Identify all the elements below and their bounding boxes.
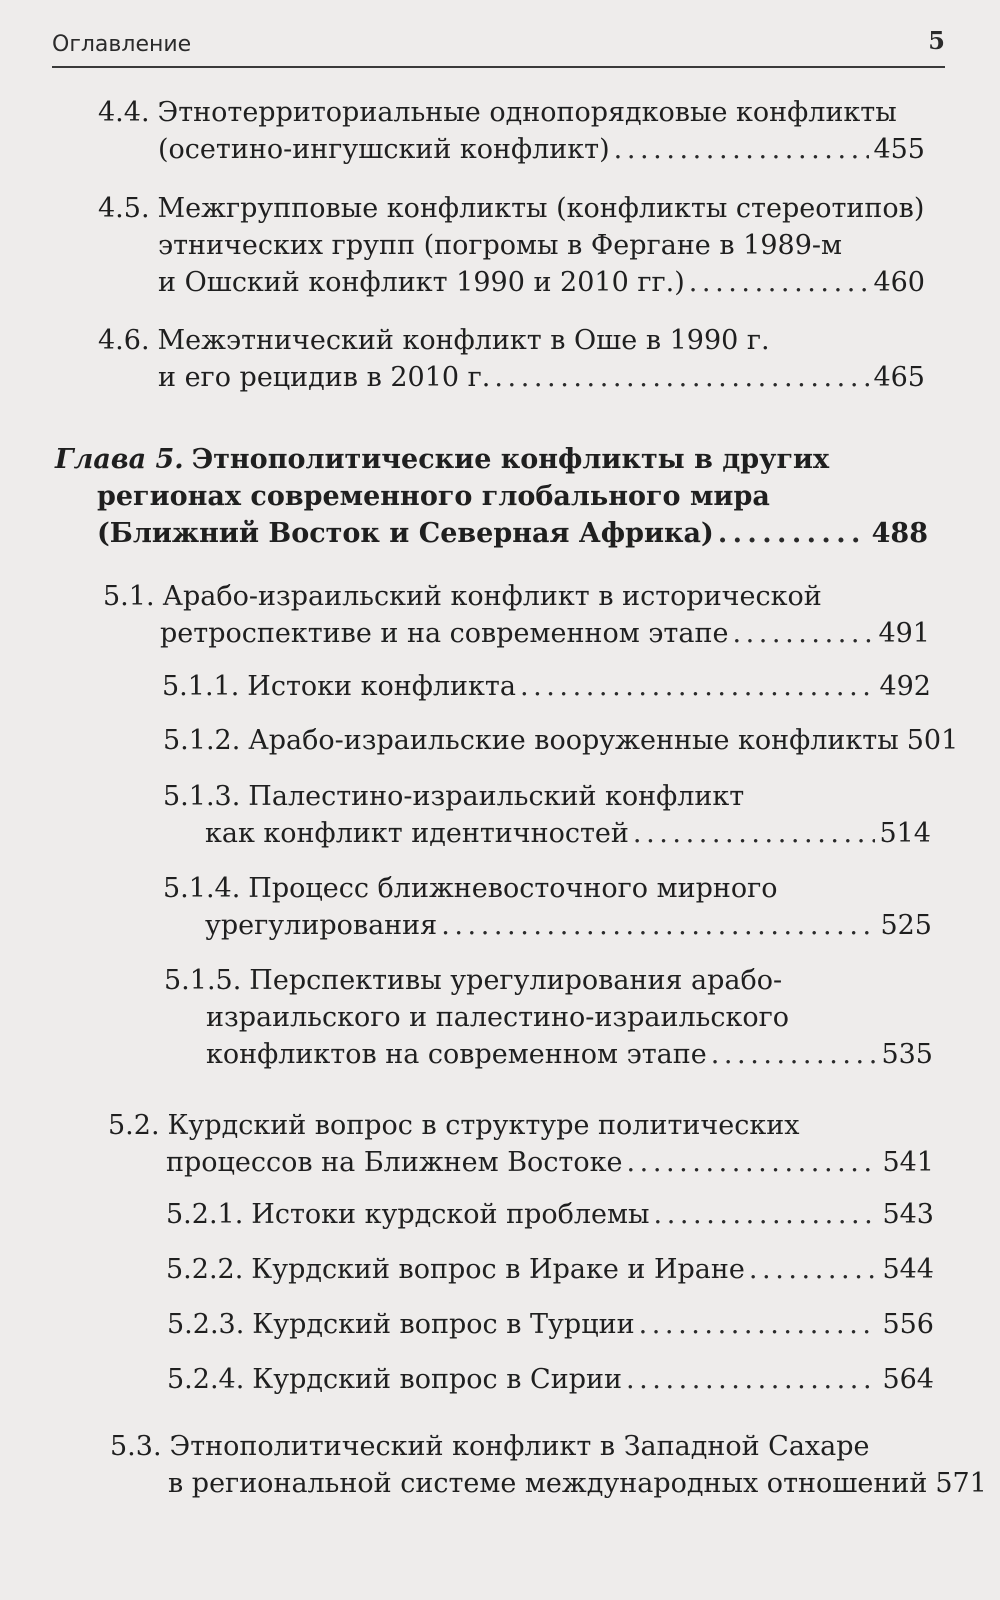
toc-entry-title-line: Палестино-израильский конфликт: [248, 781, 745, 812]
toc-entry: [98, 190, 925, 301]
toc-entry-page: 543: [882, 1199, 934, 1230]
running-header-title: Оглавление: [52, 32, 192, 57]
toc-entry-title-line: Курдский вопрос в структуре политических: [167, 1110, 800, 1141]
toc-entry-page: 525: [880, 910, 932, 941]
toc-entry-page: 541: [882, 1147, 934, 1178]
toc-entry-title-line: Процесс ближневосточного мирного: [248, 873, 778, 904]
toc-entry-number: 5.1.: [103, 581, 155, 612]
dot-leader: [711, 1036, 878, 1073]
dot-leader: [732, 615, 874, 652]
toc-entry: [98, 322, 925, 396]
toc-entry-page: 514: [879, 818, 931, 849]
dot-leader: [639, 1306, 879, 1343]
toc-entry-number: 5.2.2.: [166, 1254, 244, 1285]
toc-entry-page: 571: [935, 1468, 987, 1499]
dot-leader: [633, 815, 876, 852]
dot-leader: [654, 1196, 879, 1233]
toc-entry-number: 5.1.3.: [163, 781, 241, 812]
toc-entry-page: 488: [871, 518, 928, 549]
toc-entry-title-line: Курдский вопрос в Ираке и Иране: [251, 1254, 745, 1285]
toc-entry-title-line: и его рецидив в 2010 г.: [158, 362, 491, 393]
toc-entry: [167, 1306, 934, 1343]
toc-entry-title-line: израильского и палестино-израильского: [206, 1002, 790, 1033]
toc-entry-title-line: конфликтов на современном этапе: [206, 1039, 707, 1070]
toc-entry-page: 491: [878, 618, 930, 649]
dot-leader: [626, 1361, 878, 1398]
toc-entry-number: 5.1.1.: [162, 671, 240, 702]
toc-entry-page: 460: [873, 267, 925, 298]
toc-entry-number: 4.6.: [98, 325, 150, 356]
toc-entry-title-line: Арабо-израильские вооруженные конфликты: [248, 725, 899, 756]
toc-chapter-title-line: (Ближний Восток и Северная Африка): [97, 518, 714, 549]
toc-entry: [98, 94, 925, 168]
toc-entry-title-line: как конфликт идентичностей: [205, 818, 629, 849]
toc-entry: [164, 962, 933, 1073]
toc-entry-title-line: Арабо-израильский конфликт в исторической: [162, 581, 822, 612]
dot-leader: [614, 131, 870, 168]
toc-chapter-title-line: регионах современного глобального мира: [97, 481, 770, 512]
dot-leader: [718, 515, 868, 552]
toc-entry-title-line: (осетино-ингушский конфликт): [158, 134, 610, 165]
toc-entry-number: 5.2.1.: [166, 1199, 244, 1230]
running-header: [52, 22, 945, 68]
toc-entry-page: 535: [881, 1039, 933, 1070]
toc-entry-title-line: Истоки курдской проблемы: [251, 1199, 650, 1230]
toc-entry-page: 501: [906, 725, 959, 756]
toc-entry: [163, 722, 959, 759]
toc-entry-page: 544: [882, 1254, 934, 1285]
toc-entry-number: 5.2.3.: [167, 1309, 245, 1340]
toc-entry: [163, 870, 932, 944]
toc-entry-number: 4.5.: [98, 193, 150, 224]
running-header-page-number: 5: [928, 26, 945, 55]
toc-entry-title-line: Курдский вопрос в Турции: [252, 1309, 635, 1340]
toc-entry: [166, 1251, 934, 1288]
toc-entry-title-line: Межгрупповые конфликты (конфликты стереотипов): [157, 193, 925, 224]
dot-leader: [520, 668, 876, 705]
toc-entry: [108, 1107, 934, 1181]
toc-entry: [103, 578, 930, 652]
toc-entry-title-line: Курдский вопрос в Сирии: [252, 1364, 622, 1395]
toc-entry-title-line: ретроспективе и на современном этапе: [160, 618, 729, 649]
toc-entry-title-line: Этнотерриториальные однопорядковые конфликты: [157, 97, 897, 128]
toc-entry: [163, 778, 931, 852]
toc-entry-number: 5.1.2.: [163, 725, 241, 756]
toc-entry-number: 5.1.5.: [164, 965, 242, 996]
dot-leader: [626, 1144, 878, 1181]
toc-entry-page: 465: [873, 362, 925, 393]
toc-entry-number: 5.2.: [108, 1110, 160, 1141]
toc-entry-title-line: урегулирования: [205, 910, 438, 941]
toc-entry-number: 5.1.4.: [163, 873, 241, 904]
toc-entry-number: 5.2.4.: [167, 1364, 245, 1395]
toc-entry-title-line: в региональной системе международных отношений: [168, 1468, 928, 1499]
toc-entry-title-line: Истоки конфликта: [247, 671, 516, 702]
toc-entry-title-line: процессов на Ближнем Востоке: [166, 1147, 623, 1178]
toc-entry-page: 492: [879, 671, 931, 702]
toc-entry-number: 5.3.: [110, 1431, 162, 1462]
toc-entry-page: 455: [873, 134, 925, 165]
toc-entry-title-line: Этнополитический конфликт в Западной Сахаре: [169, 1431, 870, 1462]
toc-entry-page: 564: [882, 1364, 934, 1395]
toc-entry: [162, 668, 931, 705]
dot-leader: [689, 264, 870, 301]
toc-entry-title-line: этнических групп (погромы в Фергане в 1989-м: [158, 230, 842, 261]
toc-entry-title-line: Перспективы урегулирования арабо-: [249, 965, 783, 996]
toc-chapter-entry: [55, 441, 928, 552]
toc-entry: [166, 1196, 934, 1233]
toc-entry-title-line: и Ошский конфликт 1990 и 2010 гг.): [158, 267, 685, 298]
toc-entry-number: 4.4.: [98, 97, 150, 128]
toc-entry: [167, 1361, 934, 1398]
toc-chapter-title-line: Этнополитические конфликты в других: [191, 444, 830, 475]
dot-leader: [749, 1251, 879, 1288]
toc-entry: [110, 1428, 987, 1502]
dot-leader: [441, 907, 876, 944]
chapter-label: Глава 5.: [55, 444, 184, 475]
dot-leader: [494, 359, 869, 396]
toc-entry-page: 556: [882, 1309, 934, 1340]
toc-entry-title-line: Межэтнический конфликт в Оше в 1990 г.: [157, 325, 770, 356]
